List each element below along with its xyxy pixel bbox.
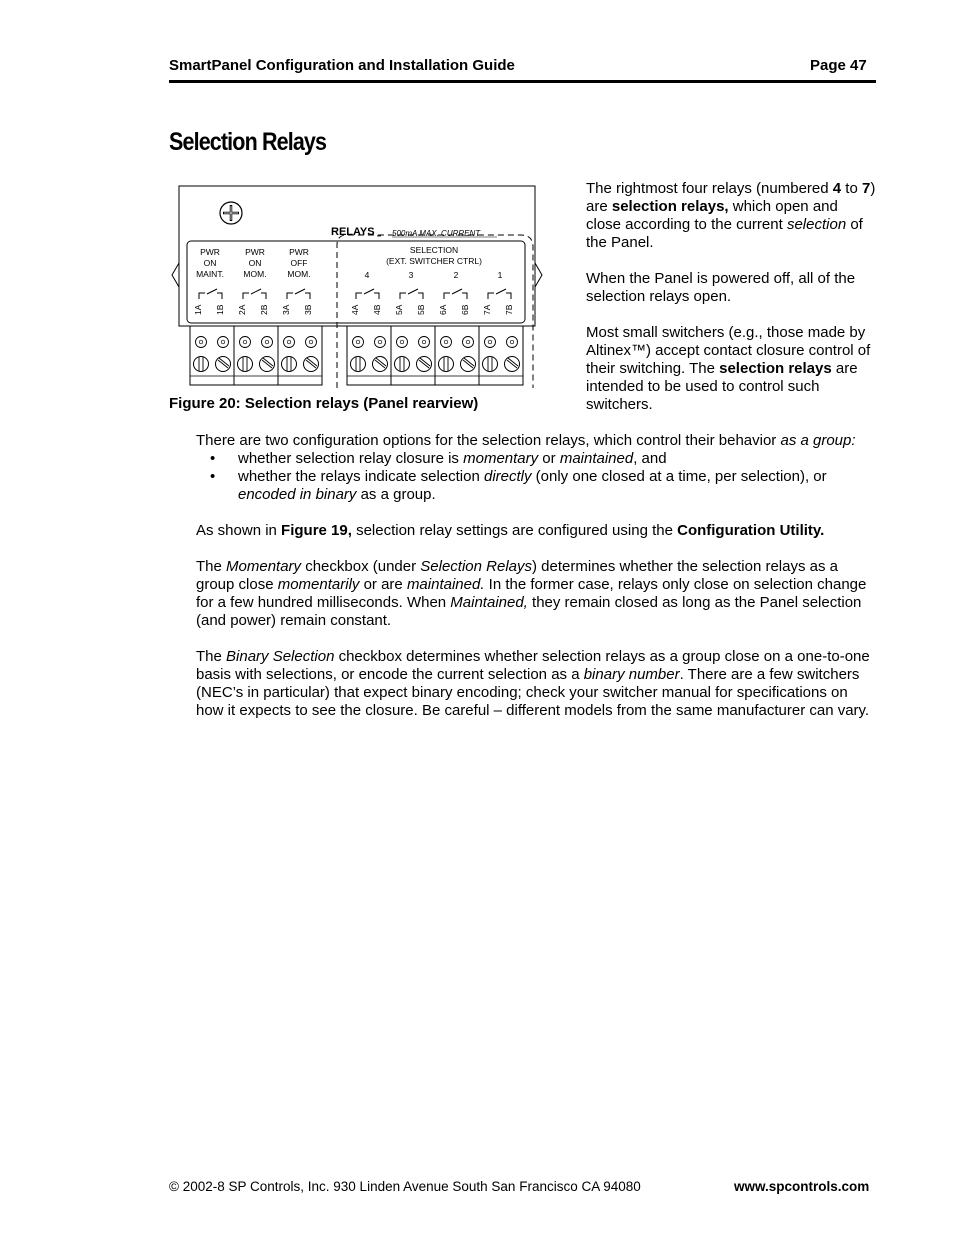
terminal-clamp-icon: [351, 357, 366, 372]
list-item: • whether the relays indicate selection directly (only one closed at a time, per selection), or encoded in binary as a group.: [210, 468, 827, 503]
group1-line1: PWR: [200, 247, 220, 257]
terminal-clamp-icon: [439, 357, 454, 372]
terminal-screw-icon: [485, 337, 496, 348]
terminal-block: [479, 326, 523, 385]
terminal-clamp-icon: [260, 357, 275, 372]
selection-num-3: 3: [408, 270, 414, 280]
group1-line3: MAINT.: [196, 269, 224, 279]
bullet-icon: •: [210, 468, 216, 485]
terminal-block: [190, 326, 234, 385]
mounting-screw-icon: [220, 202, 242, 224]
terminal-screw-icon: [262, 337, 273, 348]
relay-contact-icon: [444, 289, 467, 299]
terminal-screw-icon: [463, 337, 474, 348]
group3-line1: PWR: [289, 247, 309, 257]
bullet-icon: •: [210, 450, 216, 467]
terminal-clamp-icon: [483, 357, 498, 372]
body-paragraph-2: As shown in Figure 19, selection relay settings are configured using the Configuration Utility.: [196, 522, 825, 539]
terminal-screw-icon: [240, 337, 251, 348]
terminal-label: 6A: [438, 304, 448, 315]
terminal-label: 4A: [350, 304, 360, 315]
side-paragraph-3: Most small switchers (e.g., those made by Altinex™) accept contact closure control of their switching. The selection relays are intended to be used to control such switchers.: [586, 324, 871, 413]
footer-website[interactable]: www.spcontrols.com: [734, 1179, 870, 1194]
terminal-screw-icon: [196, 337, 207, 348]
terminal-block: [391, 326, 435, 385]
terminal-screw-icon: [507, 337, 518, 348]
terminal-clamp-icon: [216, 357, 231, 372]
relay-contact-icon: [488, 289, 511, 299]
section-heading: Selection Relays: [169, 128, 327, 156]
body-paragraph-1: There are two configuration options for the selection relays, which control their behavior as a group:: [196, 432, 856, 449]
group2-line2: ON: [248, 258, 262, 268]
selection-num-4: 4: [364, 270, 370, 280]
terminal-screw-icon: [441, 337, 452, 348]
relay-contact-icon: [199, 289, 222, 299]
document-title: SmartPanel Configuration and Installation Guide: [169, 57, 515, 74]
terminal-screw-icon: [306, 337, 317, 348]
terminal-label: 1B: [215, 304, 225, 315]
selection-num-1: 1: [497, 270, 503, 280]
selection-label: SELECTION: [409, 245, 459, 255]
relay-contact-icon: [287, 289, 310, 299]
terminal-clamp-icon: [417, 357, 432, 372]
terminal-clamp-icon: [238, 357, 253, 372]
body-paragraph-3: The Momentary checkbox (under Selection Relays) determines whether the selection relays as a group close momentarily or are maintained. In the former case, relays only close on selection change for a few hundred milliseconds. When Maintained, they remain closed as long as the Panel selection (and power) remain constant.: [196, 558, 867, 629]
terminal-label: 4B: [372, 304, 382, 315]
group2-line3: MOM.: [243, 269, 267, 279]
header-rule: [169, 80, 876, 83]
side-paragraph-2: When the Panel is powered off, all of the selection relays open.: [586, 270, 856, 305]
terminal-label: 5A: [394, 304, 404, 315]
terminal-label: 7A: [482, 304, 492, 315]
terminal-screw-icon: [419, 337, 430, 348]
terminal-clamp-icon: [395, 357, 410, 372]
page-number: Page 47: [810, 57, 867, 74]
relays-label: RELAYS: [331, 226, 375, 238]
terminal-label: 1A: [193, 304, 203, 315]
options-list: [196, 450, 876, 504]
main-body: [196, 432, 876, 738]
relay-contact-icon: [400, 289, 423, 299]
terminal-block: [347, 326, 391, 385]
terminal-label: 5B: [416, 304, 426, 315]
terminal-label: 2B: [259, 304, 269, 315]
group1-line2: ON: [203, 258, 217, 268]
terminal-label: 7B: [504, 304, 514, 315]
group2-line1: PWR: [245, 247, 265, 257]
terminal-label: 6B: [460, 304, 470, 315]
terminal-clamp-icon: [282, 357, 297, 372]
terminal-screw-icon: [284, 337, 295, 348]
terminal-screw-icon: [353, 337, 364, 348]
list-item: • whether selection relay closure is momentary or maintained, and: [210, 450, 667, 467]
group3-line3: MOM.: [287, 269, 311, 279]
selection-sublabel: (EXT. SWITCHER CTRL): [386, 256, 482, 266]
side-paragraph-1: The rightmost four relays (numbered 4 to 7) are selection relays, which open and close according to the current selection of the Panel.: [586, 180, 876, 251]
terminal-label: 3B: [303, 304, 313, 315]
relay-contact-icon: [356, 289, 379, 299]
terminal-block: [234, 326, 278, 385]
terminal-screw-icon: [397, 337, 408, 348]
figure-caption: Figure 20: Selection relays (Panel rearview): [169, 395, 479, 412]
relay-contact-icon: [243, 289, 266, 299]
body-paragraph-4: The Binary Selection checkbox determines whether selection relays as a group close on a one-to-one basis with selections, or encode the current selection as a binary number. There are a few switchers (NEC’s in particular) that expect binary encoding; check your switcher manual for specifications on how it expects to see the closure. Be careful – different models from the same manufacturer can vary.: [196, 648, 870, 719]
max-current-label: 500mA MAX. CURRENT: [392, 229, 481, 238]
terminal-screw-icon: [218, 337, 229, 348]
selection-num-2: 2: [453, 270, 459, 280]
terminal-block: [435, 326, 479, 385]
terminal-clamp-icon: [461, 357, 476, 372]
terminal-screw-icon: [375, 337, 386, 348]
terminal-clamp-icon: [505, 357, 520, 372]
relay-panel-figure: [169, 183, 549, 391]
terminal-clamp-icon: [194, 357, 209, 372]
terminal-block: [278, 326, 322, 385]
terminal-label: 2A: [237, 304, 247, 315]
group3-line2: OFF: [290, 258, 308, 268]
footer-copyright: © 2002-8 SP Controls, Inc. 930 Linden Avenue South San Francisco CA 94080: [169, 1179, 641, 1194]
terminal-label: 3A: [281, 304, 291, 315]
side-column: [586, 180, 876, 432]
terminal-clamp-icon: [373, 357, 388, 372]
terminal-clamp-icon: [304, 357, 319, 372]
